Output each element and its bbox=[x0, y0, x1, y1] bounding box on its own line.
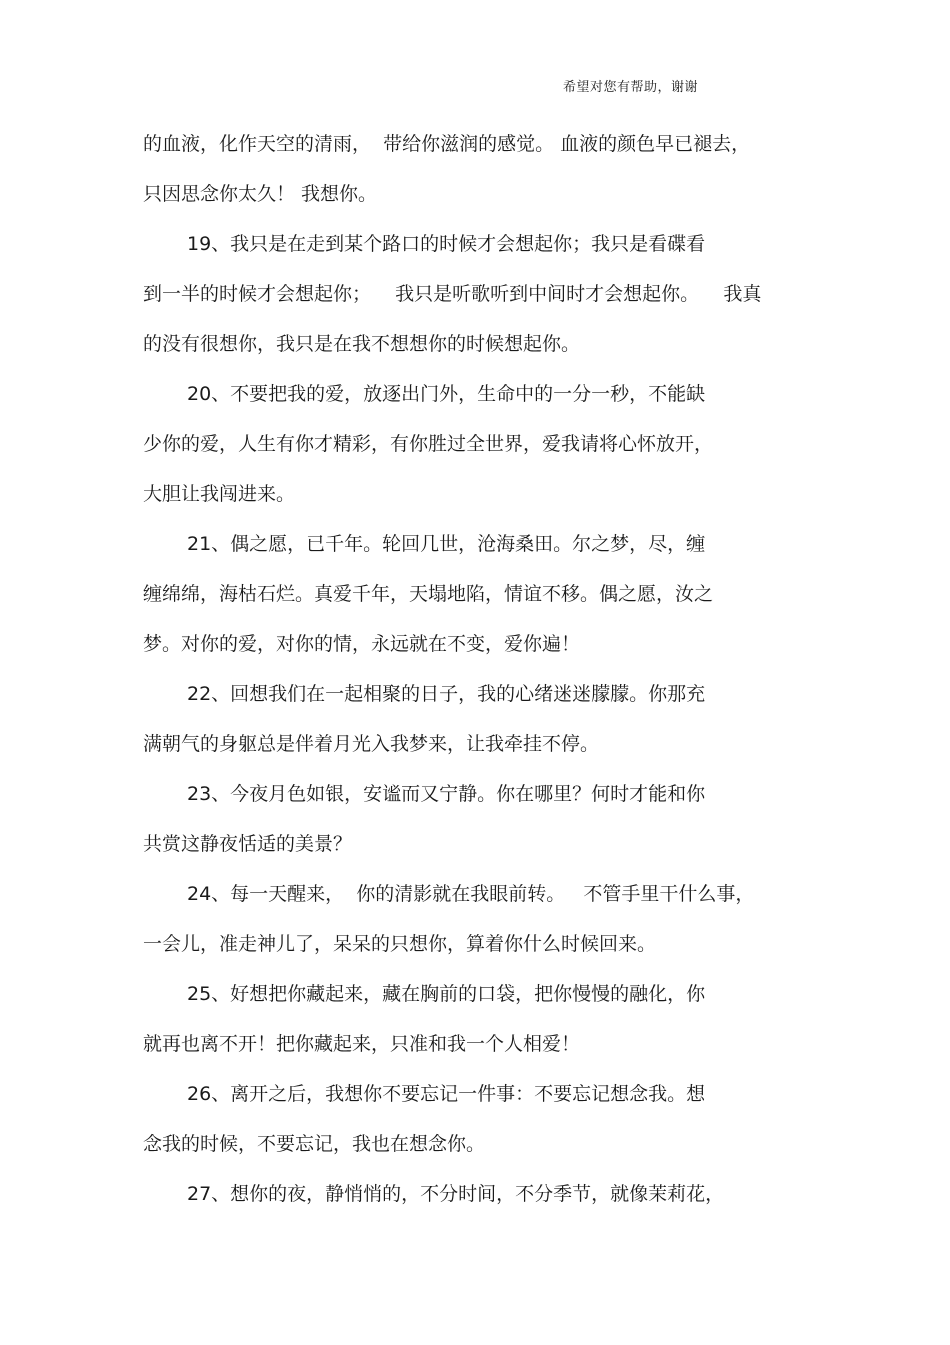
body-line: 22、回想我们在一起相聚的日子，我的心绪迷迷朦朦。你那充 bbox=[187, 683, 706, 705]
body-line: 梦。对你的爱，对你的情，永远就在不变，爱你遍！ bbox=[143, 633, 581, 655]
body-line: 满朝气的身躯总是伴着月光入我梦来，让我牵挂不停。 bbox=[143, 733, 600, 755]
header-note: 希望对您有帮助，谢谢 bbox=[563, 80, 699, 95]
body-line: 20、不要把我的爱，放逐出门外，生命中的一分一秒，不能缺 bbox=[187, 383, 706, 405]
body-line: 到一半的时候才会想起你； 我只是听歌听到中间时才会想起你。 我真 bbox=[143, 283, 762, 305]
body-line: 的没有很想你，我只是在我不想想你的时候想起你。 bbox=[143, 333, 581, 355]
body-line: 只因思念你太久！ 我想你。 bbox=[143, 183, 378, 205]
body-line: 26、离开之后，我想你不要忘记一件事：不要忘记想念我。想 bbox=[187, 1083, 706, 1105]
body-line: 27、想你的夜，静悄悄的，不分时间，不分季节，就像茉莉花， bbox=[187, 1183, 725, 1205]
body-line: 21、偶之愿，已千年。轮回几世，沧海桑田。尔之梦，尽，缠 bbox=[187, 533, 706, 555]
body-line: 一会儿，准走神儿了，呆呆的只想你，算着你什么时候回来。 bbox=[143, 933, 657, 955]
body-line: 的血液，化作天空的清雨， 带给你滋润的感觉。 血液的颜色早已褪去， bbox=[143, 133, 751, 155]
body-line: 19、我只是在走到某个路口的时候才会想起你；我只是看碟看 bbox=[187, 233, 706, 255]
body-line: 大胆让我闯进来。 bbox=[143, 483, 296, 505]
body-line: 就再也离不开！把你藏起来，只准和我一个人相爱！ bbox=[143, 1033, 581, 1055]
body-line: 共赏这静夜恬适的美景？ bbox=[143, 833, 353, 855]
body-line: 念我的时候，不要忘记，我也在想念你。 bbox=[143, 1133, 486, 1155]
body-line: 24、每一天醒来， 你的清影就在我眼前转。 不管手里干什么事， bbox=[187, 883, 755, 905]
body-line: 23、今夜月色如银，安谧而又宁静。你在哪里？何时才能和你 bbox=[187, 783, 706, 805]
body-line: 25、好想把你藏起来，藏在胸前的口袋，把你慢慢的融化，你 bbox=[187, 983, 706, 1005]
body-line: 缠绵绵，海枯石烂。真爱千年，天塌地陷，情谊不移。偶之愿，汝之 bbox=[143, 583, 714, 605]
body-line: 少你的爱，人生有你才精彩，有你胜过全世界，爱我请将心怀放开， bbox=[143, 433, 714, 455]
